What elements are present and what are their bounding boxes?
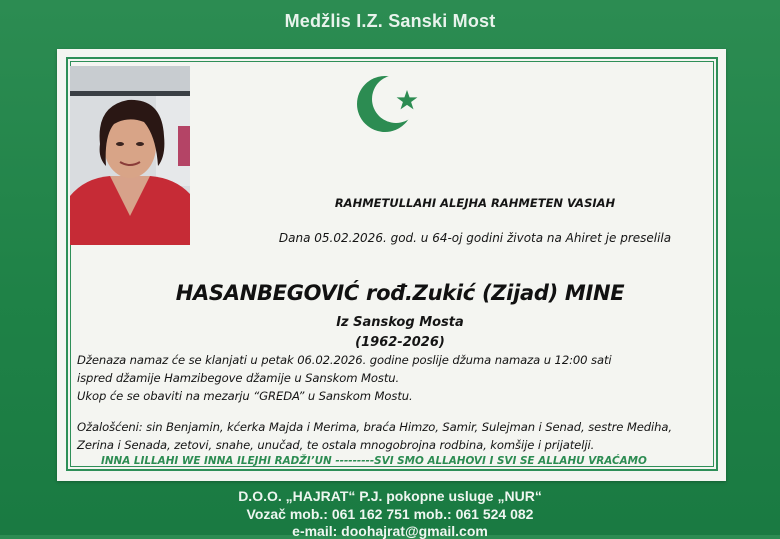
- portrait-photo: [70, 66, 190, 245]
- footer-email: e-mail: doohajrat@gmail.com: [292, 523, 488, 539]
- footer-company: D.O.O. „HAJRAT“ P.J. pokopne usluge „NUR“: [238, 488, 542, 504]
- footer-phones: Vozač mob.: 061 162 751 mob.: 061 524 082: [246, 506, 534, 522]
- blessing-text: RAHMETULLAHI ALEJHA RAHMETEN VASIAH: [334, 196, 616, 210]
- mourners-line: Ožalošćeni: sin Benjamin, kćerka Majda i Merima, braća Himzo, Samir, Sulejman i Senad, sestre Mediha,: [77, 420, 673, 434]
- header-title: Medžlis I.Z. Sanski Most: [284, 11, 496, 31]
- origin-text: Iz Sanskog Mosta: [336, 315, 464, 330]
- funeral-line: Dženaza namaz će se klanjati u petak 06.02.2026. godine poslije džuma namaza u 12:00 sati: [77, 353, 612, 367]
- mourners-line: Zerina i Senada, zetovi, snahe, unučad, te ostala mnogobrojna rodbina, komšije i prijatelji.: [77, 438, 595, 452]
- closing-text: INNA LILLAHI WE INNA ILEJHI RADŽI’UN ---------SVI SMO ALLAHOVI I SVI SE ALLAHU VRAĆAMO: [101, 455, 647, 467]
- deceased-name: HASANBEGOVIĆ rođ.Zukić (Zijad) MINE: [175, 281, 625, 305]
- funeral-line: ispred džamije Hamzibegove džamije u Sanskom Mostu.: [77, 371, 400, 385]
- crescent-star-icon: [355, 72, 425, 137]
- funeral-line: Ukop će se obaviti na mezarju “GREDA” u Sanskom Mostu.: [77, 389, 413, 403]
- portrait-image: [70, 66, 190, 245]
- date-line: Dana 05.02.2026. god. u 64-oj godini života na Ahiret je preselila: [278, 231, 672, 245]
- life-years: (1962-2026): [355, 335, 445, 350]
